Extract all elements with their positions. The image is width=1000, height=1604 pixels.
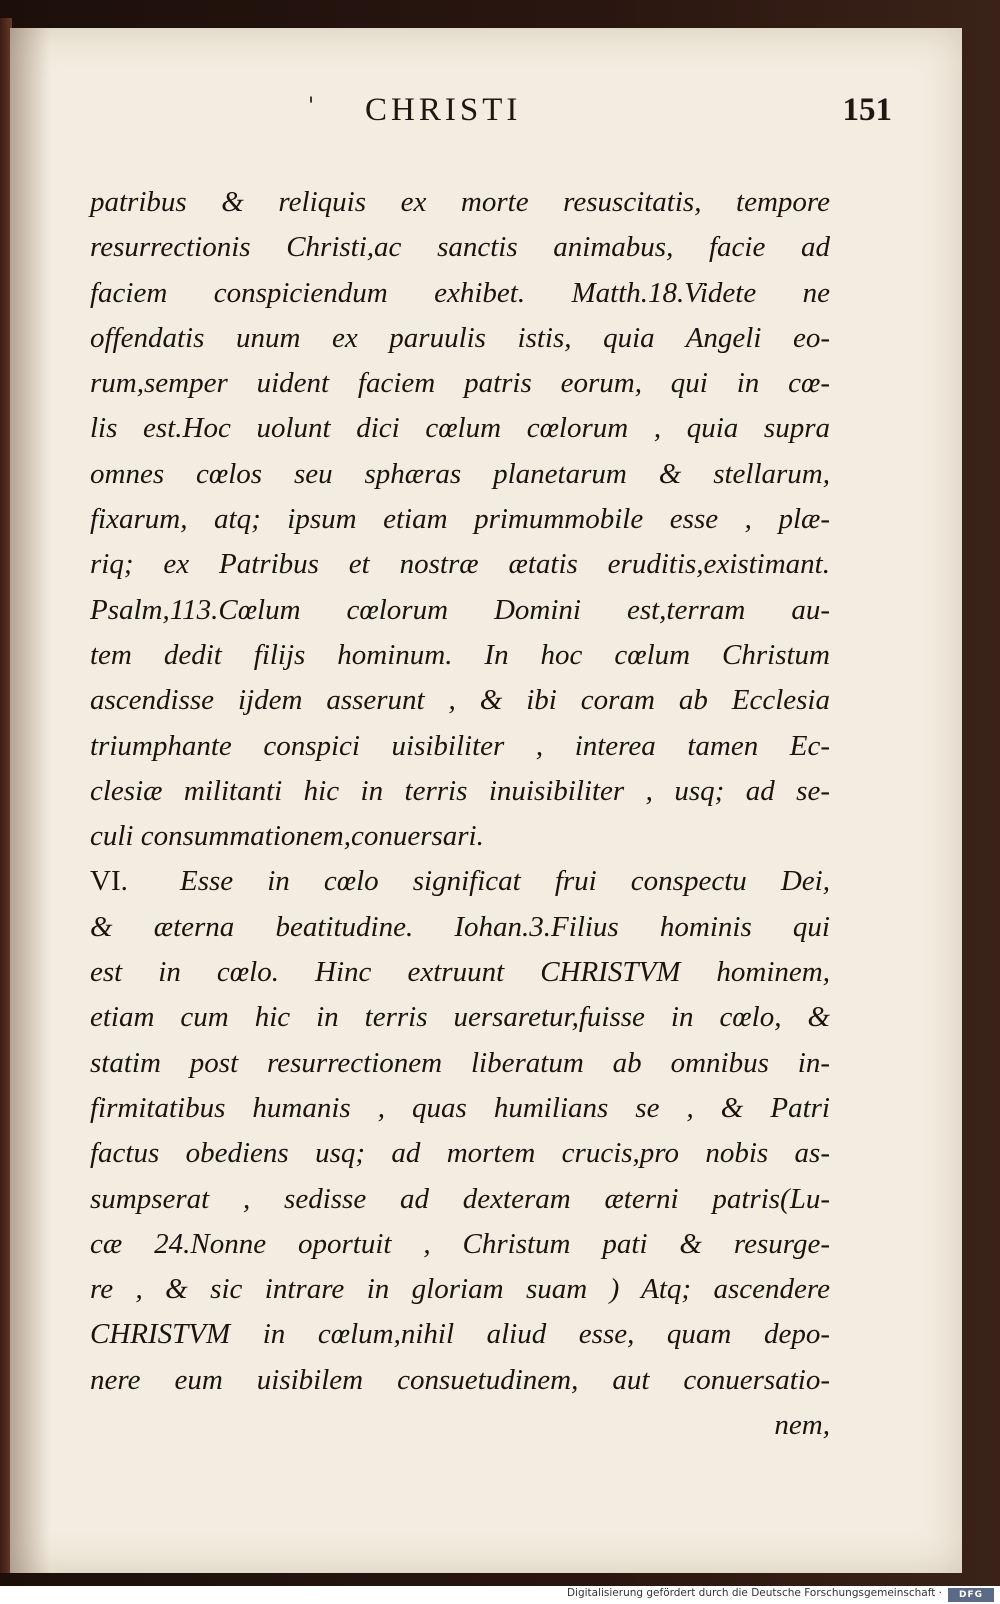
text-line: resurrectionis Christi,ac sanctis animabus, facie ad [90,231,830,264]
text-line: firmitatibus humanis , quas humilians se , & Patri [90,1091,830,1124]
text-line: fixarum, atq; ipsum etiam primummobile esse , plæ- [90,503,830,536]
text-line: rum,semper uident faciem patris eorum, qui in cœ- [90,367,830,400]
page-gutter-shadow [10,28,50,1573]
text-line: & æterna beatitudine. Iohan.3.Filius hominis qui [90,910,830,943]
text-block [90,180,830,1448]
footer-bar [0,1586,1000,1604]
text-line: culi consummationem,conuersari. [90,820,484,853]
text-line: offendatis unum ex paruulis istis, quia Angeli eo- [90,321,830,354]
text-line: clesiæ militanti hic in terris inuisibiliter , usq; ad se- [90,774,830,807]
footer-credit: Digitalisierung gefördert durch die Deutsche Forschungsgemeinschaft · [566,1587,942,1599]
text-line: patribus & reliquis ex morte resuscitatis, tempore [90,186,830,218]
text-line: est in cœlo. Hinc extruunt CHRISTVM hominem, [90,956,830,989]
text-line: re , & sic intrare in gloriam suam ) Atq; ascendere [90,1273,830,1306]
running-head [90,90,892,140]
text-line: tem dedit filijs hominum. In hoc cœlum Christum [90,638,830,671]
dfg-logo: DFG [948,1588,994,1602]
text-line: sumpserat , sedisse ad dexteram æterni patris(Lu- [90,1182,830,1215]
section-line-text: Esse in cœlo significat frui conspectu Dei, [180,865,830,898]
catchword: nem, [774,1409,830,1442]
text-line: riq; ex Patribus et nostræ ætatis eruditis,existimant. [90,548,830,581]
text-line: faciem conspiciendum exhibet. Matth.18.Videte ne [90,276,830,309]
text-line: Psalm,113.Cœlum cœlorum Domini est,terram au- [90,593,830,626]
book-page [10,28,962,1573]
text-line: ascendisse ijdem asserunt , & ibi coram ab Ecclesia [90,684,830,717]
text-line: omnes cœlos seu sphæras planetarum & stellarum, [90,457,830,490]
text-line: CHRISTVM in cœlum,nihil aliud esse, quam depo- [90,1318,830,1351]
text-line: factus obediens usq; ad mortem crucis,pro nobis as- [90,1137,830,1170]
text-line: statim post resurrectionem liberatum ab omnibus in- [90,1046,830,1079]
page-number: 151 [842,92,892,128]
text-line: triumphante conspici uisibiliter , interea tamen Ec- [90,729,830,762]
text-line: nere eum uisibilem consuetudinem, aut conuersatio- [90,1363,830,1396]
text-line: lis est.Hoc uolunt dici cœlum cœlorum , quia supra [90,412,830,445]
running-head-mark: ' [308,94,315,119]
section-first-line [90,859,830,904]
text-line: etiam cum hic in terris uersaretur,fuisse in cœlo, & [90,1001,830,1034]
running-head-title: CHRISTI [365,92,522,128]
text-line: cæ 24.Nonne oportuit , Christum pati & resurge- [90,1227,830,1260]
section-marker: VI. [90,865,128,898]
